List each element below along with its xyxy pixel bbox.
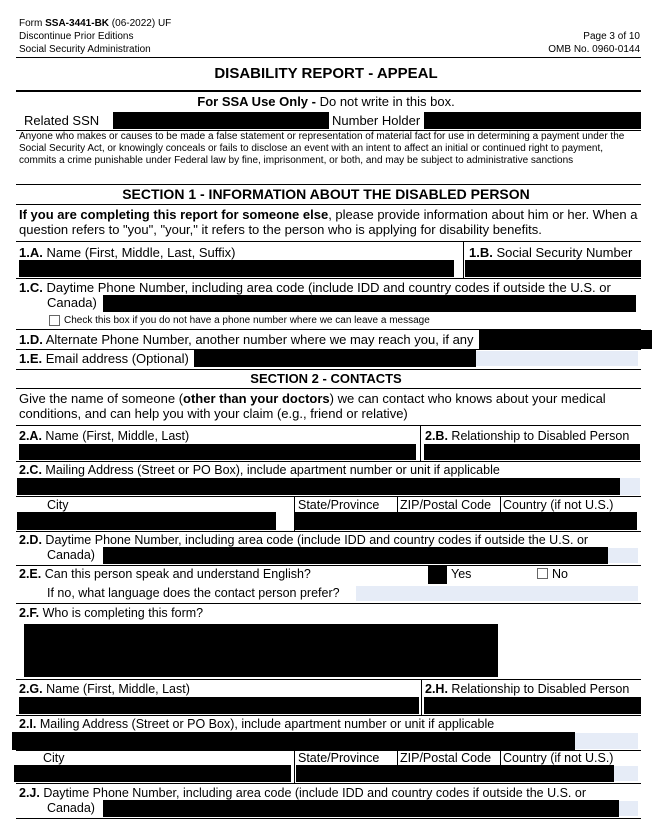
number-holder-redacted	[424, 112, 641, 129]
q2c-state-label: State/Province	[298, 498, 380, 512]
related-ssn-redacted	[113, 112, 329, 129]
q2c-address-redacted	[17, 478, 620, 495]
q2a-label: 2.A. Name (First, Middle, Last)	[19, 429, 190, 443]
q2i-address-field[interactable]	[575, 733, 638, 749]
q2f-answer-redacted	[24, 624, 498, 677]
q1c-phone-redacted	[103, 295, 636, 312]
section1-title: SECTION 1 - INFORMATION ABOUT THE DISABLED PERSON	[122, 186, 530, 202]
q2g-name-redacted	[19, 697, 419, 714]
q1b-ssn-redacted	[465, 260, 641, 277]
section1-intro: If you are completing this report for someone else, please provide information about him or her. When a question refers to "you", "your," it refers to the person who is applying for disability benefits.	[19, 207, 638, 237]
q2c-label: 2.C. Mailing Address (Street or PO Box), include apartment number or unit if applicable	[19, 463, 500, 477]
q2i-label: 2.I. Mailing Address (Street or PO Box), include apartment number or unit if applicable	[19, 717, 495, 731]
q2i-zip-label: ZIP/Postal Code	[400, 751, 492, 765]
q2j-label-cont: Canada)	[47, 801, 95, 815]
q2g-label: 2.G. Name (First, Middle, Last)	[19, 682, 190, 696]
q1c-label-cont: Canada)	[47, 295, 97, 310]
form-id: Form SSA-3441-BK (06-2022) UF	[19, 18, 172, 29]
q2e-yes-label: Yes	[451, 567, 472, 581]
form-title: DISABILITY REPORT - APPEAL	[214, 65, 438, 82]
discontinue-note: Discontinue Prior Editions	[19, 31, 134, 42]
q2h-relationship-redacted	[424, 697, 641, 714]
q2b-label: 2.B. Relationship to Disabled Person	[425, 429, 630, 443]
q1e-email-field[interactable]	[476, 351, 638, 366]
q1e-label: 1.E. Email address (Optional)	[19, 351, 189, 366]
no-phone-checkbox-label: Check this box if you do not have a phone number where we can leave a message	[64, 315, 430, 326]
q2c-country-label: Country (if not U.S.)	[503, 498, 614, 512]
q2c-city-label: City	[47, 498, 69, 512]
q1d-label: 1.D. Alternate Phone Number, another number where we may reach you, if any	[19, 332, 474, 347]
q2f-label: 2.F. Who is completing this form?	[19, 606, 204, 620]
q2d-label-cont: Canada)	[47, 548, 95, 562]
q2j-phone-redacted	[103, 800, 619, 817]
q1a-label: 1.A. Name (First, Middle, Last, Suffix)	[19, 245, 236, 260]
q2a-name-redacted	[19, 444, 416, 460]
section2-intro: Give the name of someone (other than your doctors) we can contact who knows about your medical conditions, and can help you with your claim (e.g., friend or relative)	[19, 391, 606, 421]
no-phone-checkbox[interactable]	[49, 315, 60, 326]
q1b-label: 1.B. Social Security Number	[469, 245, 633, 260]
q2d-phone-field[interactable]	[608, 548, 638, 563]
q2e-no-label: No	[552, 567, 568, 581]
q2h-label: 2.H. Relationship to Disabled Person	[425, 682, 630, 696]
q2d-label: 2.D. Daytime Phone Number, including area code (include IDD and country codes if outside the U.S. or	[19, 533, 589, 547]
q2j-phone-field[interactable]	[619, 801, 638, 816]
q2i-state-zip-country-redacted	[296, 765, 614, 782]
q2c-address-field[interactable]	[620, 478, 640, 495]
q2c-state-zip-country-redacted	[294, 512, 637, 530]
penalty-warning: Anyone who makes or causes to be made a false statement or representation of material fact for use in determining a payment under the Social Security Act, or knowingly conceals or fails to disclose an event with an intent to affect an initial or continued right to payment, commits a crime punishable under Federal law by fine, imprisonment, or both, and may be subject to administrative sanctions	[19, 131, 625, 166]
number-holder-label: Number Holder	[332, 113, 421, 128]
q2b-relationship-redacted	[424, 444, 640, 460]
q2i-city-label: City	[43, 751, 65, 765]
q1c-label: 1.C. Daytime Phone Number, including area code (include IDD and country codes if outside the U.S. or	[19, 280, 611, 295]
q1a-name-redacted	[19, 260, 454, 277]
q2i-city-redacted	[14, 765, 291, 782]
q1d-phone-redacted	[479, 330, 652, 349]
q2e-label: 2.E. Can this person speak and understand English?	[19, 567, 311, 581]
related-ssn-label: Related SSN	[24, 113, 100, 128]
q2c-zip-label: ZIP/Postal Code	[400, 498, 492, 512]
q2e-language-field[interactable]	[356, 586, 638, 601]
section2-title: SECTION 2 - CONTACTS	[250, 371, 402, 386]
page-number: Page 3 of 10	[583, 31, 640, 42]
q2i-country-field[interactable]	[614, 766, 638, 781]
omb-number: OMB No. 0960-0144	[548, 44, 640, 55]
q2e-no-checkbox[interactable]	[537, 568, 548, 579]
q1e-email-redacted	[194, 350, 476, 367]
q2c-city-redacted	[17, 512, 276, 530]
ssa-use-only: For SSA Use Only - Do not write in this box.	[197, 94, 455, 109]
q2e-yes-checkbox-redacted[interactable]	[428, 566, 447, 584]
q2e-language-label: If no, what language does the contact person prefer?	[47, 586, 340, 600]
q2j-label: 2.J. Daytime Phone Number, including area code (include IDD and country codes if outside the U.S. or	[19, 786, 586, 800]
q2d-phone-redacted	[103, 547, 608, 564]
q2i-country-label: Country (if not U.S.)	[503, 751, 614, 765]
q2i-address-redacted	[12, 732, 575, 750]
agency-name: Social Security Administration	[19, 44, 151, 55]
q2i-state-label: State/Province	[298, 751, 380, 765]
